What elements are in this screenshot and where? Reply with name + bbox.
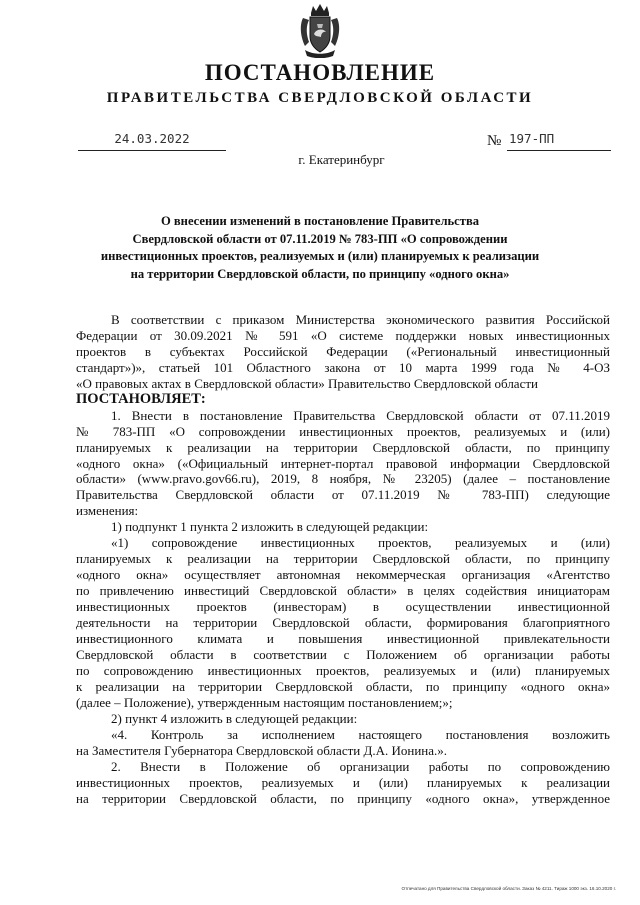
body-line: ПОСТАНОВЛЯЕТ: (76, 390, 206, 407)
body-line: В соответствии с приказом Министерства экономического развития Российской (111, 312, 610, 327)
body-line: 2. Внести в Положение об организации работы по сопровождению (111, 758, 610, 774)
body-line: на территории Свердловской области, по принципу «одного окна», утвержденное (76, 790, 610, 806)
body-line: (далее – Положение), утвержденным настоящим постановлением;»; (76, 694, 453, 710)
body-line: деятельности на территории Свердловской области, формирования благоприятного (76, 615, 610, 631)
body-line: Свердловской области в соответствии с Положением об организации работы (76, 646, 610, 662)
body-line: инвестиционных проектов (инвесторам) в осуществлении инвестиционной (76, 599, 610, 615)
body-line: «4. Контроль за исполнением настоящего постановления возложить (111, 726, 610, 742)
body-line: по привлечению инвестиций Свердловской области» в целях содействия инициаторам (76, 583, 610, 599)
body-line: Правительства Свердловской области от 07.11.2019 № 783-ПП) следующие (76, 487, 610, 503)
document-subject-title (80, 213, 560, 283)
subject-title-line: О внесении изменений в постановление Правительства (160, 214, 480, 228)
print-footer: Отпечатано для Правительства Свердловской области. Заказ № 4211. Тираж 1000 экз. 16.10.2020 г. (401, 886, 616, 891)
body-line: «одного окна» («Официальный интернет-портал правовой информации Свердловской (76, 455, 610, 471)
body-line: изменения: (76, 503, 139, 519)
body-line: «одного окна» осуществляет автономная некоммерческая организация «Агентство (76, 567, 610, 583)
body-line: по сопровождению инвестиционных проектов, реализуемых и (или) планируемых (76, 662, 610, 678)
body-line: к реализации на территории Свердловской области, по принципу «одного окна» (76, 678, 610, 694)
body-line: 1) подпункт 1 пункта 2 изложить в следующей редакции: (111, 519, 429, 535)
number-sign: № (487, 133, 502, 149)
document-number: 197-ПП (509, 131, 555, 146)
document-date: 24.03.2022 (114, 131, 190, 146)
body-line: 1. Внести в постановление Правительства Свердловской области от 07.11.2019 (111, 407, 610, 423)
body-line: Федерации от 30.09.2021 № 591 «О системе поддержки новых инвестиционных (76, 327, 610, 343)
date-underline (78, 150, 226, 151)
document-body (76, 312, 610, 807)
subject-title-line: Свердловской области от 07.11.2019 № 783-ПП «О сопровождении (132, 231, 508, 246)
number-underline (507, 150, 611, 151)
body-line: планируемых к реализации на территории Свердловской области, по принципу (76, 439, 610, 455)
body-line: проектов в субъектах Российской Федерации («Региональный инвестиционный (76, 343, 610, 359)
subject-title-line: инвестиционных проектов, реализуемых и (или) планируемых к реализации (100, 249, 540, 263)
city-name: г. Екатеринбург (298, 152, 385, 167)
body-line: инвестиционных проектов, реализуемых и (или) планируемых к реализации (76, 774, 610, 790)
body-line: стандарт»)», статьей 101 Областного закона от 10 марта 1999 года № 4-ОЗ (76, 359, 610, 375)
subject-title-line: на территории Свердловской области, по принципу «одного окна» (130, 266, 510, 281)
body-line: на Заместителя Губернатора Свердловской области Д.А. Ионина.». (76, 742, 448, 758)
body-line: планируемых к реализации на территории Свердловской области, по принципу (76, 551, 610, 567)
body-line: «1) сопровождение инвестиционных проектов, реализуемых и (или) (111, 535, 610, 551)
body-line: № 783-ПП «О сопровождении инвестиционных проектов, реализуемых и (или) (76, 423, 610, 439)
body-line: инвестиционного климата и повышения инвестиционной привлекательности (76, 631, 610, 647)
body-line: 2) пункт 4 изложить в следующей редакции: (111, 710, 358, 726)
coat-of-arms-icon (299, 4, 341, 58)
body-line: «О правовых актах в Свердловской области» Правительство Свердловской области (76, 375, 538, 391)
issuer-title: ПРАВИТЕЛЬСТВА СВЕРДЛОВСКОЙ ОБЛАСТИ (106, 90, 534, 106)
document-type-title: ПОСТАНОВЛЕНИЕ (204, 60, 436, 85)
body-line: области» (www.pravo.gov66.ru), 2019, 8 ноября, № 23205) (далее – постановление (76, 471, 610, 487)
